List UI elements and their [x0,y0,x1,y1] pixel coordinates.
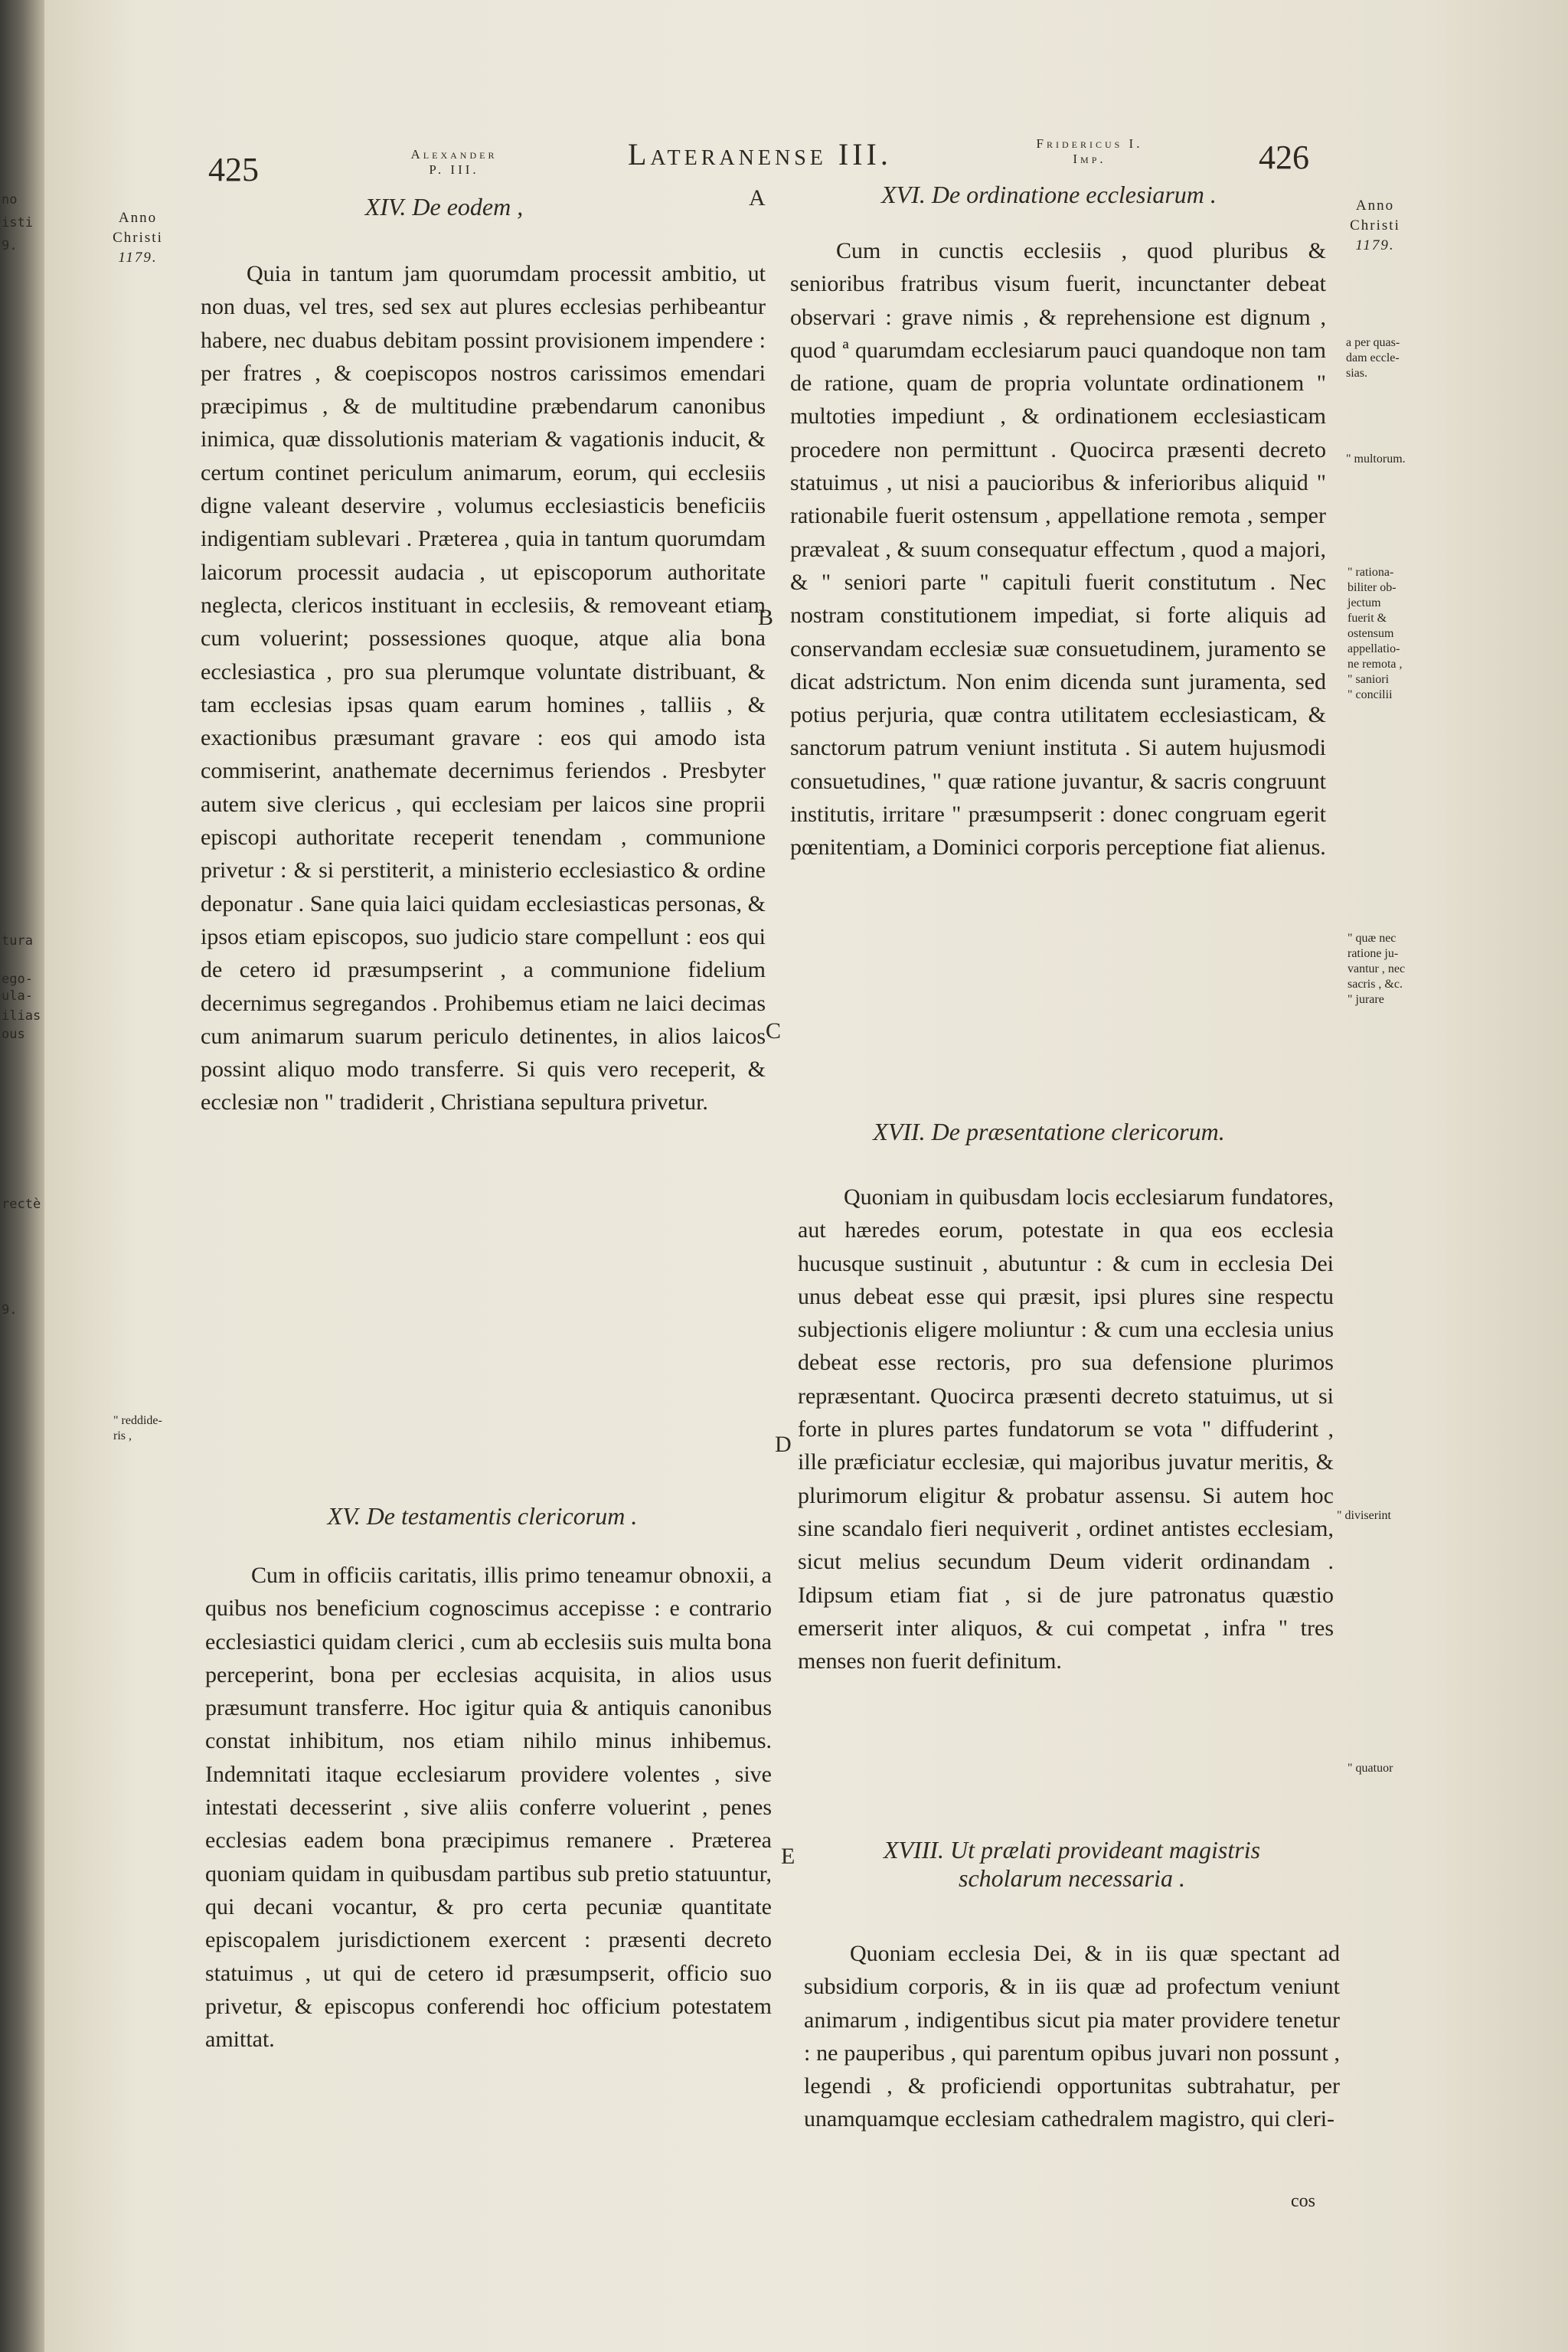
chapter-16-text: Cum in cunctis ecclesiis , quod pluribus & senioribus fratribus visum fuerit, incunctanter debeat observari : grave nimis , & reprehensione est dignum , quod ª quarumdam ecclesiarum pauci quandoque non tam de ratione, quam de propria voluntate ordinationem " multoties impediunt , & ordinationem ecclesiasticam procedere non permittunt . Quocirca præsenti decreto statuimus , ut nisi a paucioribus & inferioribus aliquid " rationabile fuerit ostensum , appellatione remota , semper prævaleat , & suum consequatur effectum , quod a majori, & " seniori parte " capituli fuerit constitutum . Nec nostram constitutionem impediat, si forte aliquis ad conservandam ecclesiæ suæ consuetudinem, juramento se dicat adstrictum. Non enim dicenda sunt juramenta, sed potius perjuria, quæ contra utilitatem ecclesiasticam, & sanctorum patrum veniunt instituta . Si autem hujusmodi consuetudines, " quæ ratione juvantur, & sacris congruunt institutis, irritare " præsumpserit : donec congruam egerit pœnitentiam, a Dominici corporis perceptione fiat alienus. [790,238,1326,861]
section-letter-a: A [749,185,766,211]
running-title: Lateranense III. [628,137,892,172]
margin-note-reddiderit: " reddide- ris , [113,1414,162,1442]
right-column-middle [798,1181,1334,1677]
previous-page-edge [0,0,44,2352]
left-column [201,257,766,1119]
previous-page-note: tura [2,933,33,949]
anno-year: 1179. [1355,237,1395,253]
margin-note-rationabiliter: " rationa- biliter ob- jectum fuerit & ostensum appellatio- ne remota , " saniori " concilii [1348,566,1403,701]
previous-page-note: 9. [2,1302,18,1318]
previous-page-note: rectè [2,1197,41,1212]
right-column-lower [804,1937,1340,2136]
chapter-15-text: Cum in officiis caritatis, illis primo teneamur obnoxii, a quibus nos beneficium cognoscimus accepisse : e contrario ecclesiastici quidam clerici , cum ab ecclesiis suis multa bona perceperint, bona per ecclesias acquisita, in alios usus præsumunt transferre. Hoc igitur quia & antiquis canonibus constat inhibitum, nos etiam nihilo minus inhibemus. Indemnitati itaque ecclesiarum providere volentes , sive intestati decesserint , sive aliis conferre voluerint , penes ecclesias eadem bona præcipimus remanere . Præterea quoniam quidam in quibusdam partibus sub pretio statuuntur, qui decani vocantur, & pro certa pecuniæ quantitate episcopalem jurisdictionem exercent : præsenti decreto statuimus , ut qui de cetero id præsumpserit, officio suo privetur, & episcopus conferendi hoc officium potestatem amittat. [205,1563,772,2053]
chapter-14-text: Quia in tantum jam quorumdam processit ambitio, ut non duas, vel tres, sed sex aut plures ecclesias perhibeantur habere, nec duabus debitam possint provisionem impendere : per fratres , & coepiscopos nostros carissimos emendari præcipimus , & de multitudine præbendarum canonibus inimica, quæ dissolutionis materiam & vagationis inducit, & certum continet periculum animarum, eorum, qui ecclesiis digne valeant deservire , volumus ecclesiasticis beneficiis indigentiam sublevari . Præterea , quia in tantum quorumdam laicorum processit audacia , ut episcoporum authoritate neglecta, clericos instituant in ecclesiis, & removeant etiam cum voluerint; possessiones quoque, atque alia bona ecclesiastica , pro sua plerumque voluntate distribuant, & tam ecclesias ipsas quam earum homines , talliis , & exactionibus præsumant gravare : eos qui amodo ista commiserint, anathemate decernimus feriendos . Presbyter autem sive clericus , qui ecclesiam per laicos sine proprii episcopi authoritate receperit tenendam , communione privetur : & si perstiterit, a ministerio ecclesiastico & ordine deponatur . Sane quia laici quidam ecclesiasticas personas, & ipsos etiam episcopos, suo judicio stare compellunt : eos qui de cetero id præsumpserint , a communione fidelium decernimus segregandos . Prohibemus etiam ne laici decimas cum animarum suarum periculo detinentes, in alios laicos possint aliquo modo transferre. Si quis vero receperit, & ecclesiæ non " tradiderit , Christiana sepultura privetur. [201,261,766,1116]
previous-page-note: 9. [2,238,18,253]
chapter-17-text: Quoniam in quibusdam locis ecclesiarum fundatores, aut hæredes eorum, potestate in qua eos ecclesia hucusque sustinuit , abutuntur : & cum in ecclesia Dei unus debeat esse qui præsit, ipsi plures sine respectu subjectionis eligere moliuntur : & cum una ecclesia unius debeat esse rectoris, pro sua defensione plurimos repræsentant. Quocirca præsenti decreto statuimus, ut si forte in plures partes fundatorum se vota " diffuderint , ille præficiatur ecclesiæ, qui majoribus juvatur meritis, & plurimorum eligitur & probatur assensu. Si autem hoc sine scandalo fieri nequiverit , ordinet antistes ecclesiam, sicut melius secundum Deum viderit ordinandam . Idipsum etiam fiat , si de jure patronatus quæstio emerserit inter aliquos, & cui competat , infra " tres menses non fuerit definitum. [798,1184,1334,1674]
chapter-18-text: Quoniam ecclesia Dei, & in iis quæ spectant ad subsidium corporis, & in iis quæ ad profectum veniunt animarum , indigentibus sicut pia mater providere tenetur : ne pauperibus , qui parentum opibus juvari non possunt , legendi , & proficiendi opportunitas subtrahatur, per unamquamque ecclesiam cathedralem magistro, qui cleri- [804,1941,1340,2132]
previous-page-note: isti [2,215,33,230]
chapter-18-heading-line1: XVIII. Ut prælati provideant magistris [883,1836,1261,1864]
anno-year: 1179. [118,250,158,266]
margin-note-per-quasdam: a per quas- dam eccle- sias. [1346,336,1400,380]
emperor-title: Imp. [1073,152,1106,166]
margin-note-quatuor: " quatuor [1348,1762,1393,1775]
pope-title: P. III. [429,162,479,177]
page-number-right: 426 [1259,139,1309,176]
chapter-18-heading [812,1836,1332,1893]
chapter-15-heading: XV. De testamentis clericorum . [327,1502,638,1530]
pope-header [381,147,527,178]
chapter-18-heading-line2: scholarum necessaria . [959,1864,1185,1892]
pope-name: Alexander [410,147,498,162]
section-letter-b: B [758,605,774,630]
christi-label: Christi [113,230,163,246]
catchword: cos [1291,2191,1315,2211]
section-letter-d: D [775,1432,792,1457]
anno-christi-left [92,208,184,268]
section-letter-c: C [766,1018,782,1044]
anno-label: Anno [1355,198,1395,214]
right-column [790,234,1326,864]
previous-page-note: ilias [2,1008,41,1024]
margin-note-quae-nec: " quæ nec ratione ju- vantur , nec sacris , &c. " jurare [1348,932,1406,1006]
emperor-name: Fridericus I. [1036,136,1143,151]
previous-page-note: ula- [2,988,33,1004]
previous-page-note: ous [2,1027,25,1042]
anno-label: Anno [118,210,158,226]
christi-label: Christi [1350,217,1400,234]
previous-page-note: ego- [2,972,33,987]
chapter-14-heading: XIV. De eodem , [364,193,524,220]
emperor-header [1009,136,1170,167]
previous-page-note: no [2,192,18,207]
margin-note-multorum: " multorum. [1346,452,1406,466]
left-column-lower [205,1559,772,2056]
page-number-left: 425 [208,151,259,188]
anno-christi-right [1329,196,1421,256]
margin-note-diviserint: " diviserint [1337,1509,1391,1522]
chapter-17-heading: XVII. De præsentatione clericorum. [873,1118,1225,1145]
section-letter-e: E [781,1844,795,1869]
chapter-16-heading: XVI. De ordinatione ecclesiarum . [881,181,1217,208]
